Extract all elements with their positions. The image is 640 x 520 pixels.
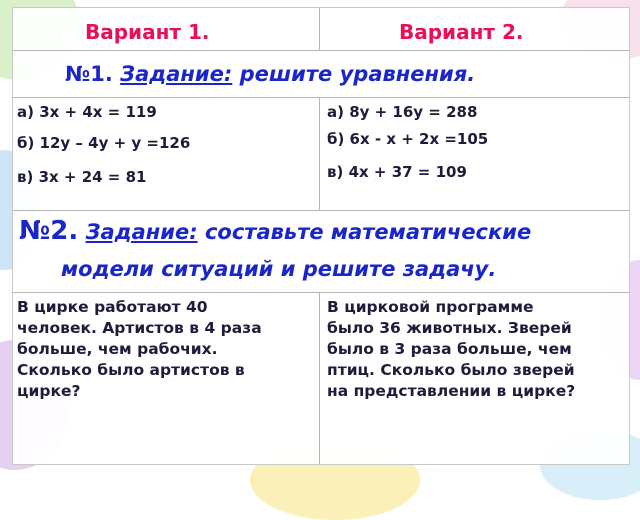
task2-number: №2. — [19, 216, 79, 246]
row-line-1 — [13, 50, 629, 51]
row-line-2 — [13, 97, 629, 98]
task1-label: Задание: — [120, 62, 233, 86]
col-line-mid — [319, 97, 320, 210]
task2-text-line1: составьте математические — [204, 220, 532, 244]
task1-v1-eq-a: а) 3х + 4х = 119 — [17, 103, 157, 121]
task-table — [12, 7, 630, 465]
task1-v1-eq-b: б) 12у – 4у + у =126 — [17, 134, 191, 152]
task2-v1-problem: В цирке работают 40 человек. Артистов в 4 раза больше, чем рабочих. Сколько было артистов в цирке? — [17, 298, 262, 400]
task1-title — [65, 62, 475, 86]
variant2-header: Вариант 2. — [399, 20, 524, 44]
variant1-header: Вариант 1. — [85, 20, 210, 44]
col-line-bottom — [319, 292, 320, 464]
task1-v2-eq-b: б) 6х - х + 2х =105 — [327, 130, 489, 148]
row-line-3 — [13, 210, 629, 211]
task1-number: №1. — [65, 62, 113, 86]
row-line-4 — [13, 292, 629, 293]
task1-v2-eq-c: в) 4х + 37 = 109 — [327, 163, 467, 181]
task1-v2-eq-a: а) 8у + 16у = 288 — [327, 103, 478, 121]
task2-label: Задание: — [85, 220, 198, 244]
task1-text: решите уравнения. — [239, 62, 476, 86]
task2-v2-problem: В цирковой программе было 36 животных. Зверей было в 3 раза больше, чем птиц. Сколько было зверей на представлении в цирке? — [327, 298, 576, 400]
task1-v1-eq-c: в) 3х + 24 = 81 — [17, 168, 147, 186]
col-line-top — [319, 8, 320, 50]
task2-title-line2: модели ситуаций и решите задачу. — [61, 257, 497, 281]
task2-title-line1 — [19, 216, 531, 246]
